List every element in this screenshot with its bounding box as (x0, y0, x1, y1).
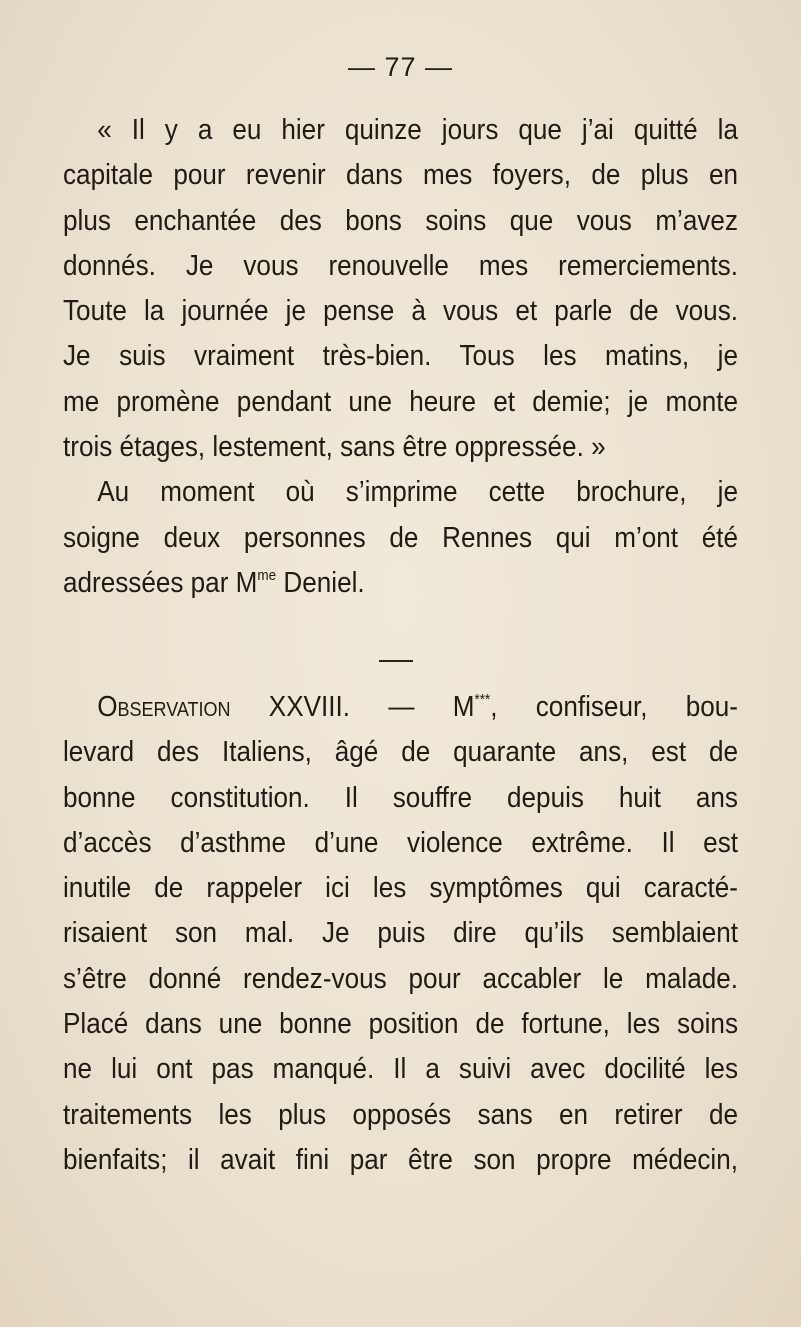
text-line: traitements les plus opposés sans en retirer de (63, 1098, 738, 1131)
text-line: soigne deux personnes de Rennes qui m’ont été (63, 521, 738, 554)
text-line: capitale pour revenir dans mes foyers, de plus en (63, 159, 738, 192)
text-line: « Il y a eu hier quinze jours que j’ai quitté la (97, 114, 738, 146)
text-line: bonne constitution. Il souffre depuis huit ans (63, 781, 738, 814)
text-line: s’être donné rendez-vous pour accabler le malade. (63, 962, 738, 995)
text-line: inutile de rappeler ici les symptômes qui caracté- (63, 872, 738, 905)
text-fragment: Deniel. (276, 566, 365, 599)
text-line: plus enchantée des bons soins que vous m’avez (63, 204, 738, 237)
page-number: — 77 — (347, 52, 454, 82)
text-line: me promène pendant une heure et demie; je monte (63, 385, 738, 418)
text-line: donnés. Je vous renouvelle mes remerciements. (63, 249, 738, 282)
text-line: bienfaits; il avait fini par être son propre médecin, (63, 1143, 738, 1176)
text-line: d’accès d’asthme d’une violence extrême. Il est (63, 826, 738, 859)
section-divider (379, 660, 413, 662)
superscript: me (257, 566, 277, 584)
text-line: Placé dans une bonne position de fortune, les soins (63, 1008, 738, 1041)
text-line: trois étages, lestement, sans être oppressée. » (63, 431, 606, 464)
text-line: levard des Italiens, âgé de quarante ans, est de (63, 736, 738, 769)
text-line (63, 561, 738, 606)
text-line: risaient son mal. Je puis dire qu’ils semblaient (63, 917, 738, 950)
observation-section (63, 685, 738, 1183)
observation-heading-line (63, 685, 738, 730)
text-fragment: — M (350, 691, 475, 723)
text-line: Au moment où s’imprime cette brochure, je (97, 476, 738, 509)
text-line: ne lui ont pas manqué. Il a suivi avec docilité les (63, 1053, 738, 1086)
letter-quote (63, 108, 738, 606)
text-line: Je suis vraiment très-bien. Tous les matins, je (63, 340, 738, 373)
text-fragment: , confiseur, bou- (490, 691, 738, 723)
text-line: Toute la journée je pense à vous et parle de vous. (63, 295, 738, 328)
observation-heading: Observation XXVIII. (97, 691, 351, 723)
text-fragment: adressées par M (63, 566, 258, 599)
superscript: *** (474, 691, 491, 708)
